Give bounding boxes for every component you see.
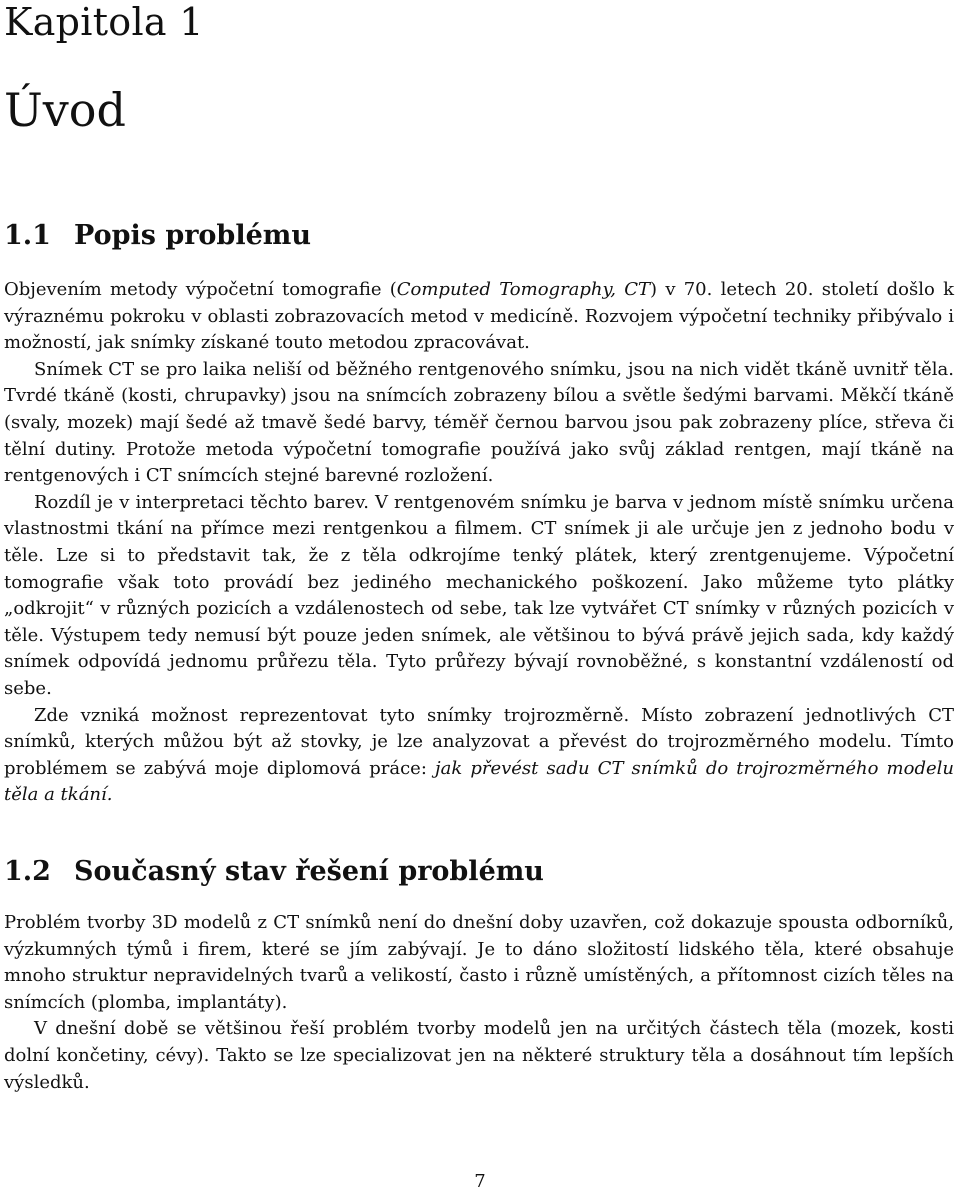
section-1-1-body	[4, 277, 954, 809]
chapter-label: Kapitola 1	[4, 0, 204, 44]
paragraph: Problém tvorby 3D modelů z CT snímků není do dnešní doby uzavřen, což dokazuje spousta odborníků, výzkumných týmů i firem, které se jím zabývají. Je to dáno složitostí lidského těla, které obsahuje mnoho struktur nepravidelných tvarů a velikostí, často i různě umístěných, a přítomnost cizích těles na snímcích (plomba, implantáty).	[4, 912, 954, 1013]
paragraph: Rozdíl je v interpretaci těchto barev. V rentgenovém snímku je barva v jednom místě snímku určena vlastnostmi tkání na přímce mezi rentgenkou a filmem. CT snímek ji ale určuje jen z jednoho bodu v těle. Lze si to představit tak, že z těla odkrojíme tenký plátek, který zrentgenujeme. Výpočetní tomografie však toto provádí bez jediného mechanického poškození. Jako můžeme tyto plátky „odkrojit“ v různých pozicích a vzdálenostech od sebe, tak lze vytvářet CT snímky v různých pozicích v těle. Výstupem tedy nemusí být pouze jeden snímek, ale většinou to bývá právě jejich sada, kdy každý snímek odpovídá jednomu průřezu těla. Tyto průřezy bývají rovnoběžné, s konstantní vzdáleností od sebe.	[4, 491, 954, 699]
section-title: Popis problému	[74, 220, 311, 251]
section-heading-1-2	[4, 855, 544, 889]
section-1-2-body	[4, 910, 954, 1096]
section-number: 1.1	[4, 220, 51, 251]
chapter-title: Úvod	[4, 83, 126, 137]
section-heading-1-1	[4, 219, 311, 253]
section-title: Současný stav řešení problému	[74, 856, 544, 887]
paragraph: Snímek CT se pro laika neliší od běžného rentgenového snímku, jsou na nich vidět tkáně uvnitř těla. Tvrdé tkáně (kosti, chrupavky) jsou na snímcích zobrazeny bílou a světle šedými barvami. Měkčí tkáně (svaly, mozek) mají šedé až tmavě šedé barvy, téměř černou barvou jsou pak zobrazeny plíce, střeva či tělní dutiny. Protože metoda výpočetní tomografie používá jako svůj základ rentgen, mají tkáně na rentgenových i CT snímcích stejné barevné rozložení.	[4, 358, 954, 487]
paragraph: V dnešní době se většinou řeší problém tvorby modelů jen na určitých částech těla (mozek, kosti dolní končetiny, cévy). Takto se lze specializovat jen na některé struktury těla a dosáhnout tím lepších výsledků.	[4, 1018, 954, 1093]
paragraph: Zde vzniká možnost reprezentovat tyto snímky trojrozměrně. Místo zobrazení jednotlivých CT snímků, kterých můžou být až stovky, je lze analyzovat a převést do trojrozměrného modelu. Tímto problémem se zabývá moje diplomová práce: jak převést sadu CT snímků do trojrozměrného modelu těla a tkání.	[4, 704, 954, 806]
italic-thesis-goal: jak převést sadu CT snímků do trojrozměrného modelu těla a tkání.	[4, 757, 954, 806]
page-number: 7	[474, 1171, 486, 1192]
paragraph: Objevením metody výpočetní tomografie (Computed Tomography, CT) v 70. letech 20. století došlo k výraznému pokroku v oblasti zobrazovacích metod v medicíně. Rozvojem výpočetní techniky přibývalo i možností, jak snímky získané touto metodou zpracovávat.	[4, 279, 954, 354]
italic-term: Computed Tomography, CT	[396, 279, 651, 300]
section-number: 1.2	[4, 856, 51, 887]
